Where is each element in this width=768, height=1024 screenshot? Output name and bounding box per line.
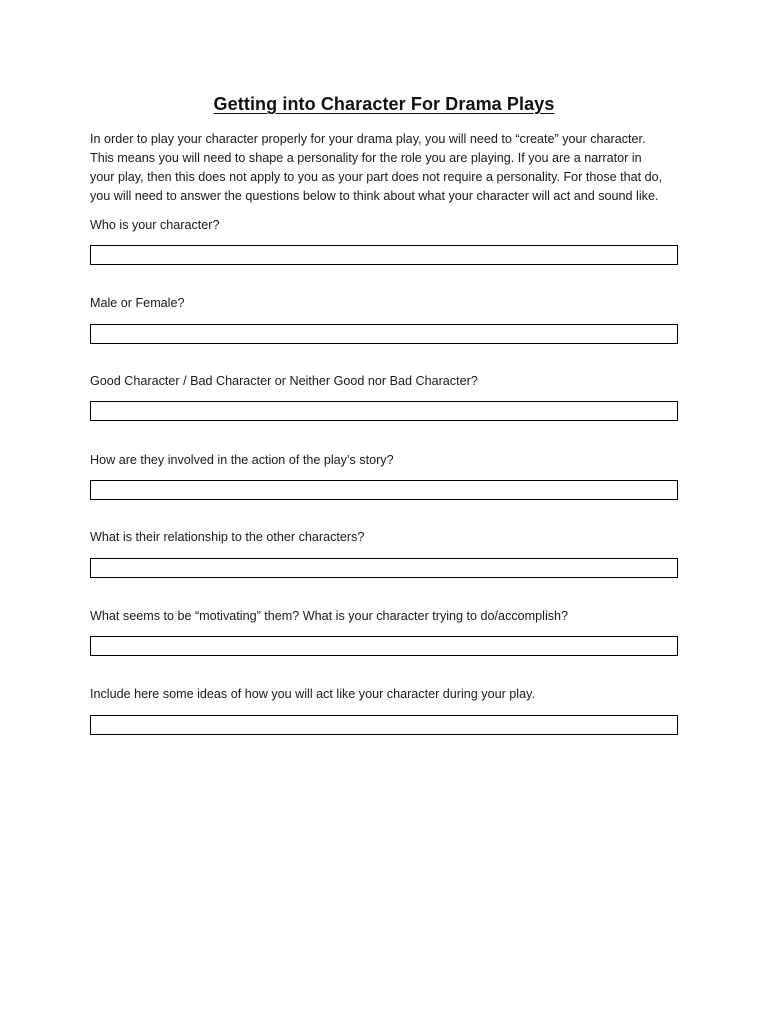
answer-field-involvement[interactable]	[90, 480, 678, 500]
answer-field-relationship[interactable]	[90, 558, 678, 578]
answer-field-acting-ideas[interactable]	[90, 715, 678, 735]
answer-field-gender[interactable]	[90, 324, 678, 344]
question-character-name: Who is your character?	[90, 218, 220, 232]
intro-line: your play, then this does not apply to you as your part does not require a personality. For those that do,	[90, 170, 663, 184]
page-title: Getting into Character For Drama Plays	[213, 94, 555, 114]
question-acting-ideas: Include here some ideas of how you will act like your character during your play.	[90, 687, 535, 701]
answer-field-motivation[interactable]	[90, 636, 678, 656]
question-gender: Male or Female?	[90, 296, 185, 310]
answer-field-good-or-bad[interactable]	[90, 401, 678, 421]
intro-line: In order to play your character properly for your drama play, you will need to “create” your character.	[90, 132, 646, 146]
question-good-or-bad: Good Character / Bad Character or Neither Good nor Bad Character?	[90, 374, 478, 388]
intro-line: This means you will need to shape a personality for the role you are playing. If you are a narrator in	[90, 151, 642, 165]
question-relationship: What is their relationship to the other characters?	[90, 530, 365, 544]
intro-paragraph	[90, 130, 682, 206]
question-motivation: What seems to be “motivating” them? What is your character trying to do/accomplish?	[90, 609, 569, 623]
intro-line: you will need to answer the questions below to think about what your character will act and sound like.	[90, 189, 659, 203]
answer-field-character-name[interactable]	[90, 245, 678, 265]
question-involvement: How are they involved in the action of the play’s story?	[90, 453, 394, 467]
